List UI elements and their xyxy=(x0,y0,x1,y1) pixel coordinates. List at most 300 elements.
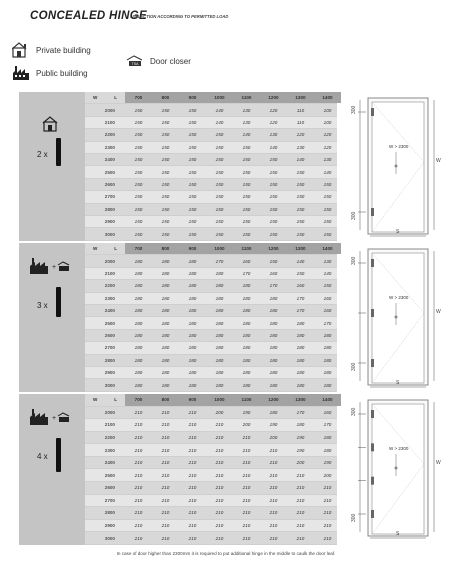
header-w: W xyxy=(93,95,98,101)
load-value: 160 xyxy=(323,295,332,301)
load-value: 180 xyxy=(188,283,197,289)
load-value: 150 xyxy=(188,169,197,175)
load-value: 210 xyxy=(134,460,143,466)
load-value: 140 xyxy=(296,157,305,163)
private-building-icon xyxy=(41,116,63,137)
load-value: 150 xyxy=(215,182,224,188)
table-row xyxy=(85,317,337,329)
load-value: 180 xyxy=(215,295,224,301)
load-value: 210 xyxy=(134,422,143,428)
header-wl xyxy=(85,394,125,406)
load-value: 180 xyxy=(323,447,332,453)
load-value: 180 xyxy=(296,382,305,388)
table-row xyxy=(85,216,337,228)
load-value: 150 xyxy=(242,157,251,163)
load-value: 150 xyxy=(242,182,251,188)
door-diagram xyxy=(344,396,444,549)
load-value: 180 xyxy=(323,382,332,388)
table-row xyxy=(85,142,337,154)
row-height-value: 2600 xyxy=(104,333,115,339)
page-title: CONCEALED HINGE xyxy=(30,10,147,22)
header-width: 1100 xyxy=(233,92,260,103)
table-row xyxy=(85,268,337,280)
private-building-icon xyxy=(12,42,30,58)
hinge-count: 4 x xyxy=(37,452,48,461)
load-value: 200 xyxy=(269,435,278,441)
door-closer-icon xyxy=(126,55,144,67)
table-row xyxy=(85,154,337,166)
table-row xyxy=(85,482,337,495)
load-value: 180 xyxy=(161,345,170,351)
table-row xyxy=(85,367,337,379)
load-value: 150 xyxy=(188,194,197,200)
load-value: 180 xyxy=(188,345,197,351)
load-value: 150 xyxy=(188,219,197,225)
header-l: L xyxy=(114,246,117,252)
hinge-spacing-label: 300 xyxy=(351,105,357,114)
load-value: 180 xyxy=(323,370,332,376)
load-value: 130 xyxy=(323,157,332,163)
load-value: 190 xyxy=(323,460,332,466)
header-width: 1300 xyxy=(287,92,314,103)
load-value: 200 xyxy=(215,409,224,415)
load-value: 180 xyxy=(134,333,143,339)
row-height-value: 2500 xyxy=(104,169,115,175)
load-value: 210 xyxy=(323,510,332,516)
load-value: 210 xyxy=(161,422,170,428)
load-value: 210 xyxy=(296,510,305,516)
load-table xyxy=(85,243,337,392)
load-value: 180 xyxy=(134,382,143,388)
load-value: 150 xyxy=(161,157,170,163)
load-value: 180 xyxy=(215,320,224,326)
load-value: 150 xyxy=(188,132,197,138)
load-value: 180 xyxy=(161,320,170,326)
load-value: 170 xyxy=(242,271,251,277)
header-width: 900 xyxy=(179,92,206,103)
load-value: 150 xyxy=(242,231,251,237)
hinge-spacing-label: 300 xyxy=(351,362,357,371)
load-value: 130 xyxy=(242,107,251,113)
dimension-w-label: W xyxy=(436,309,441,315)
hinge-icon xyxy=(56,438,61,472)
row-height-value: 2300 xyxy=(104,295,115,301)
header-width: 700 xyxy=(125,394,152,406)
load-value: 210 xyxy=(323,535,332,541)
load-value: 170 xyxy=(323,422,332,428)
load-value: 210 xyxy=(134,409,143,415)
load-value: 150 xyxy=(296,194,305,200)
load-table xyxy=(85,92,337,241)
row-height-value: 2200 xyxy=(104,132,115,138)
load-value: 210 xyxy=(296,535,305,541)
load-value: 180 xyxy=(161,382,170,388)
load-value: 130 xyxy=(296,144,305,150)
hinge-section-4x xyxy=(19,394,337,545)
table-row xyxy=(85,379,337,391)
row-height-value: 2300 xyxy=(104,144,115,150)
load-value: 210 xyxy=(134,447,143,453)
load-value: 210 xyxy=(188,485,197,491)
load-value: 210 xyxy=(134,535,143,541)
load-value: 180 xyxy=(188,271,197,277)
load-value: 150 xyxy=(134,182,143,188)
row-height-value: 2300 xyxy=(104,447,115,453)
load-value: 160 xyxy=(269,271,278,277)
public-building-icon xyxy=(12,65,30,81)
load-value: 150 xyxy=(161,182,170,188)
load-value: 210 xyxy=(296,523,305,529)
row-height-value: 2900 xyxy=(104,219,115,225)
table-row xyxy=(85,444,337,457)
load-value: 180 xyxy=(269,308,278,314)
load-value: 210 xyxy=(134,510,143,516)
load-value: 150 xyxy=(242,169,251,175)
load-value: 180 xyxy=(215,271,224,277)
svg-text:TSA: TSA xyxy=(131,62,139,66)
header-width: 900 xyxy=(179,243,206,254)
load-value: 180 xyxy=(134,271,143,277)
load-value: 210 xyxy=(269,497,278,503)
hinge-section-2x xyxy=(19,92,337,241)
load-value: 210 xyxy=(188,535,197,541)
load-value: 210 xyxy=(215,422,224,428)
load-value: 210 xyxy=(269,485,278,491)
load-value: 190 xyxy=(242,409,251,415)
dimension-w-label: W xyxy=(436,158,441,164)
hinge-spacing-label: 300 xyxy=(351,407,357,416)
load-value: 150 xyxy=(215,157,224,163)
dimension-w-label: W xyxy=(436,460,441,466)
row-height-value: 2600 xyxy=(104,182,115,188)
table-row xyxy=(85,104,337,116)
load-value: 180 xyxy=(242,370,251,376)
load-value: 200 xyxy=(296,460,305,466)
load-value: 150 xyxy=(323,194,332,200)
table-row xyxy=(85,432,337,445)
load-value: 110 xyxy=(296,120,305,126)
load-value: 150 xyxy=(269,157,278,163)
load-value: 150 xyxy=(296,219,305,225)
load-value: 120 xyxy=(296,132,305,138)
table-row xyxy=(85,204,337,216)
load-value: 210 xyxy=(134,497,143,503)
load-value: 150 xyxy=(296,182,305,188)
load-value: 210 xyxy=(323,485,332,491)
load-value: 150 xyxy=(269,231,278,237)
load-value: 180 xyxy=(296,333,305,339)
load-value: 210 xyxy=(323,523,332,529)
load-value: 180 xyxy=(323,357,332,363)
load-value: 150 xyxy=(188,107,197,113)
load-value: 150 xyxy=(134,231,143,237)
load-value: 210 xyxy=(296,472,305,478)
load-value: 210 xyxy=(134,485,143,491)
header-width: 1100 xyxy=(233,394,260,406)
load-value: 180 xyxy=(161,370,170,376)
row-height-value: 2200 xyxy=(104,283,115,289)
load-value: 130 xyxy=(323,258,332,264)
load-value: 150 xyxy=(134,120,143,126)
load-value: 100 xyxy=(323,107,332,113)
load-value: 210 xyxy=(215,485,224,491)
load-value: 200 xyxy=(323,472,332,478)
load-value: 150 xyxy=(269,219,278,225)
load-value: 210 xyxy=(215,447,224,453)
load-value: 170 xyxy=(296,295,305,301)
load-value: 150 xyxy=(215,219,224,225)
load-value: 180 xyxy=(242,345,251,351)
header-width: 1300 xyxy=(287,394,314,406)
load-value: 150 xyxy=(134,206,143,212)
load-value: 100 xyxy=(323,120,332,126)
load-value: 150 xyxy=(269,258,278,264)
load-value: 110 xyxy=(296,107,305,113)
row-height-value: 2500 xyxy=(104,320,115,326)
load-value: 180 xyxy=(161,308,170,314)
load-value: 180 xyxy=(134,320,143,326)
load-value: 150 xyxy=(215,169,224,175)
row-height-value: 2100 xyxy=(104,422,115,428)
load-value: 140 xyxy=(269,144,278,150)
load-value: 190 xyxy=(296,447,305,453)
load-value: 150 xyxy=(188,157,197,163)
load-value: 210 xyxy=(188,435,197,441)
load-value: 150 xyxy=(242,219,251,225)
load-value: 150 xyxy=(215,194,224,200)
load-value: 180 xyxy=(188,308,197,314)
load-value: 180 xyxy=(242,357,251,363)
load-value: 210 xyxy=(242,497,251,503)
header-width: 800 xyxy=(152,394,179,406)
load-value: 180 xyxy=(161,283,170,289)
row-height-value: 2000 xyxy=(104,107,115,113)
load-value: 180 xyxy=(296,345,305,351)
load-value: 180 xyxy=(242,320,251,326)
load-value: 210 xyxy=(242,485,251,491)
table-row xyxy=(85,457,337,470)
load-value: 130 xyxy=(269,132,278,138)
load-value: 210 xyxy=(161,523,170,529)
header-width: 1400 xyxy=(314,243,341,254)
load-value: 180 xyxy=(242,308,251,314)
header-width: 800 xyxy=(152,92,179,103)
load-value: 150 xyxy=(161,132,170,138)
load-value: 210 xyxy=(242,535,251,541)
load-value: 180 xyxy=(215,345,224,351)
page-header xyxy=(12,8,442,86)
load-value: 140 xyxy=(242,132,251,138)
table-row xyxy=(85,355,337,367)
load-value: 180 xyxy=(188,333,197,339)
dimension-s-label: S xyxy=(396,380,400,386)
load-value: 130 xyxy=(242,120,251,126)
legend-public-label: Public building xyxy=(36,68,88,78)
header-width: 1000 xyxy=(206,243,233,254)
hinge-icon xyxy=(56,287,61,317)
load-value: 210 xyxy=(215,460,224,466)
load-value: 210 xyxy=(161,535,170,541)
table-row xyxy=(85,330,337,342)
row-height-value: 2900 xyxy=(104,370,115,376)
load-value: 210 xyxy=(161,409,170,415)
row-height-value: 2700 xyxy=(104,497,115,503)
load-value: 180 xyxy=(242,382,251,388)
load-value: 150 xyxy=(134,194,143,200)
load-value: 150 xyxy=(134,144,143,150)
load-value: 160 xyxy=(323,409,332,415)
load-value: 150 xyxy=(323,283,332,289)
load-value: 180 xyxy=(296,422,305,428)
load-value: 210 xyxy=(242,472,251,478)
header-width: 1000 xyxy=(206,394,233,406)
load-value: 210 xyxy=(269,447,278,453)
load-value: 180 xyxy=(134,283,143,289)
load-value: 150 xyxy=(188,206,197,212)
load-value: 210 xyxy=(242,435,251,441)
load-value: 180 xyxy=(161,271,170,277)
load-value: 210 xyxy=(188,409,197,415)
load-value: 150 xyxy=(242,194,251,200)
load-value: 150 xyxy=(134,169,143,175)
table-row xyxy=(85,129,337,141)
load-value: 210 xyxy=(269,535,278,541)
load-value: 180 xyxy=(215,283,224,289)
load-value: 140 xyxy=(215,107,224,113)
load-value: 210 xyxy=(134,435,143,441)
header-width: 700 xyxy=(125,243,152,254)
load-value: 210 xyxy=(215,497,224,503)
load-value: 180 xyxy=(215,333,224,339)
load-value: 180 xyxy=(134,295,143,301)
section-side xyxy=(19,394,85,545)
height-condition-label: W > 2300 xyxy=(389,446,409,451)
header-l: L xyxy=(114,397,117,403)
load-value: 150 xyxy=(134,157,143,163)
load-value: 180 xyxy=(269,409,278,415)
load-value: 120 xyxy=(269,107,278,113)
load-value: 150 xyxy=(323,206,332,212)
load-value: 150 xyxy=(296,271,305,277)
header-width: 800 xyxy=(152,243,179,254)
load-value: 180 xyxy=(242,283,251,289)
load-value: 180 xyxy=(161,258,170,264)
load-value: 210 xyxy=(242,510,251,516)
load-value: 210 xyxy=(161,447,170,453)
table-row xyxy=(85,166,337,178)
hinge-spacing-label: 300 xyxy=(351,256,357,265)
table-row xyxy=(85,342,337,354)
load-value: 150 xyxy=(161,231,170,237)
row-height-value: 2000 xyxy=(104,409,115,415)
load-value: 210 xyxy=(296,485,305,491)
load-value: 150 xyxy=(215,144,224,150)
load-value: 170 xyxy=(296,308,305,314)
load-value: 210 xyxy=(269,460,278,466)
load-value: 210 xyxy=(269,510,278,516)
load-value: 170 xyxy=(215,258,224,264)
table-row xyxy=(85,191,337,203)
load-value: 210 xyxy=(215,523,224,529)
load-value: 150 xyxy=(134,219,143,225)
load-value: 160 xyxy=(296,283,305,289)
legend-public xyxy=(12,65,88,81)
load-value: 150 xyxy=(134,107,143,113)
load-value: 180 xyxy=(269,370,278,376)
load-value: 210 xyxy=(188,460,197,466)
load-value: 180 xyxy=(134,258,143,264)
table-row xyxy=(85,280,337,292)
hinge-count: 3 x xyxy=(37,301,48,310)
load-value: 200 xyxy=(242,422,251,428)
load-value: 150 xyxy=(296,169,305,175)
load-value: 150 xyxy=(161,219,170,225)
header-width: 1200 xyxy=(260,243,287,254)
load-value: 150 xyxy=(269,169,278,175)
public-building-closer-icon xyxy=(29,408,73,431)
height-condition-label: W > 2300 xyxy=(389,144,409,149)
page-subtitle: / SELECTION ACCORDING TO PERMITTED LOAD xyxy=(130,14,229,19)
load-value: 180 xyxy=(269,320,278,326)
load-value: 150 xyxy=(161,194,170,200)
load-value: 160 xyxy=(323,308,332,314)
table-row xyxy=(85,179,337,191)
load-value: 180 xyxy=(215,370,224,376)
load-value: 180 xyxy=(134,370,143,376)
load-value: 180 xyxy=(269,295,278,301)
load-value: 180 xyxy=(296,357,305,363)
header-width: 1200 xyxy=(260,92,287,103)
load-value: 150 xyxy=(161,107,170,113)
row-height-value: 2900 xyxy=(104,523,115,529)
load-value: 150 xyxy=(161,120,170,126)
load-value: 180 xyxy=(242,333,251,339)
legend-private-label: Private building xyxy=(36,45,91,55)
load-value: 190 xyxy=(296,435,305,441)
load-value: 170 xyxy=(269,283,278,289)
door-diagram xyxy=(344,245,444,398)
load-value: 180 xyxy=(134,345,143,351)
row-height-value: 2400 xyxy=(104,308,115,314)
row-height-value: 2200 xyxy=(104,435,115,441)
load-value: 210 xyxy=(134,523,143,529)
load-value: 150 xyxy=(215,206,224,212)
load-value: 180 xyxy=(269,333,278,339)
dimension-s-label: S xyxy=(396,531,400,537)
hinge-spacing-label: 300 xyxy=(351,513,357,522)
door-diagram xyxy=(344,94,444,247)
row-height-value: 2500 xyxy=(104,472,115,478)
table-row xyxy=(85,532,337,545)
load-value: 180 xyxy=(134,357,143,363)
load-value: 210 xyxy=(269,472,278,478)
row-height-value: 2400 xyxy=(104,157,115,163)
load-value: 150 xyxy=(215,132,224,138)
table-row xyxy=(85,255,337,267)
table-row xyxy=(85,520,337,533)
header-width: 1300 xyxy=(287,243,314,254)
row-height-value: 2100 xyxy=(104,120,115,126)
load-value: 120 xyxy=(323,144,332,150)
row-height-value: 2800 xyxy=(104,357,115,363)
row-height-value: 2700 xyxy=(104,345,115,351)
load-value: 180 xyxy=(215,357,224,363)
table-header-row xyxy=(85,243,337,255)
header-l: L xyxy=(114,95,117,101)
footnote: In case of door higher than 2300mm it is required to put additional hinge in the middle to caulk the door leaf. xyxy=(116,551,336,556)
load-value: 210 xyxy=(269,523,278,529)
load-value: 150 xyxy=(188,120,197,126)
